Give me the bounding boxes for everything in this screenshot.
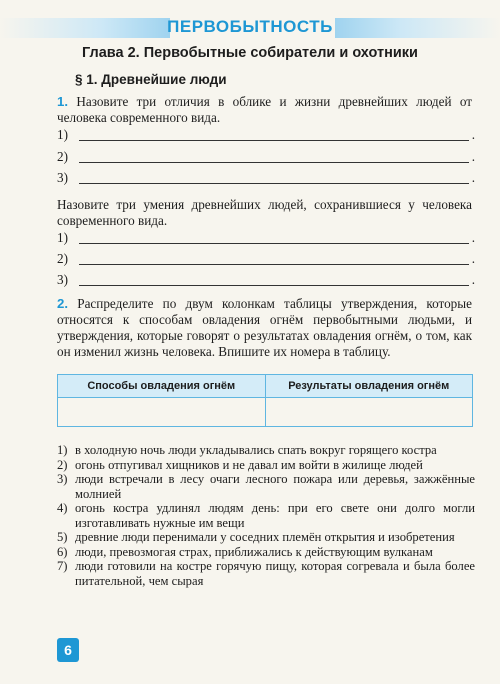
- list-item-number: 6): [57, 544, 68, 559]
- answer-line-2[interactable]: 2) .: [57, 149, 475, 164]
- list-item-text: люди, превозмогая страх, приближались к действующим вулканам: [75, 544, 433, 559]
- answer-rule: [79, 243, 469, 244]
- answer-line-6[interactable]: 3) .: [57, 272, 475, 287]
- answer-line-number: 2): [57, 251, 68, 266]
- table-header-methods: Способы овладения огнём: [58, 375, 266, 398]
- answer-line-4[interactable]: 1) .: [57, 230, 475, 245]
- question-1-text: Назовите три отличия в облике и жизни древнейших людей от человека современного вида.: [57, 94, 472, 125]
- table-cell-results[interactable]: [265, 398, 473, 427]
- answer-rule: [79, 264, 469, 265]
- list-item-text: люди встречали в лесу очаги лесного пожара или деревья, зажжённые молнией: [75, 472, 475, 501]
- table-cell-methods[interactable]: [58, 398, 266, 427]
- question-1-number: 1.: [57, 94, 68, 109]
- fire-table: [57, 374, 473, 427]
- answer-line-1[interactable]: 1) .: [57, 127, 475, 142]
- list-item-number: 4): [57, 501, 68, 515]
- list-item-number: 7): [57, 559, 68, 573]
- list-item: [57, 458, 475, 473]
- list-item: [57, 443, 475, 458]
- list-item-number: 1): [57, 443, 68, 457]
- list-item: [57, 559, 475, 588]
- list-item: [57, 530, 475, 545]
- list-item: [57, 545, 475, 560]
- answer-line-number: 1): [57, 230, 68, 245]
- answer-line-5[interactable]: 2) .: [57, 251, 475, 266]
- answer-rule: [79, 140, 469, 141]
- list-item-text: огонь костра удлинял людям день: при его свете они долго могли изготавливать нужные им вещи: [75, 501, 475, 530]
- page-title: ПЕРВОБЫТНОСТЬ: [167, 17, 333, 36]
- list-item: [57, 501, 475, 530]
- table-header-results: Результаты овладения огнём: [265, 375, 473, 398]
- answer-line-number: 3): [57, 170, 68, 185]
- list-item-text: в холодную ночь люди укладывались спать вокруг горящего костра: [75, 443, 437, 457]
- list-item-number: 2): [57, 457, 68, 472]
- chapter-heading: Глава 2. Первобытные собиратели и охотники: [82, 45, 418, 61]
- answer-line-number: 1): [57, 127, 68, 142]
- question-2-text: Распределите по двум колонкам таблицы утверждения, которые относятся к способам овладения огнём первобытными людьми, и утверждения, которые говорят о результатах овладения огнём, о том, как он изменил жизнь человека. Впишите их номера в таблицу.: [57, 296, 472, 359]
- answer-rule: [79, 162, 469, 163]
- list-item-text: огонь отпугивал хищников и не давал им войти в жилище людей: [75, 457, 423, 472]
- answer-line-number: 2): [57, 149, 68, 164]
- answer-rule: [79, 285, 469, 286]
- question-1-part-2: Назовите три умения древнейших людей, сохранившиеся у человека современного вида.: [57, 197, 472, 228]
- answer-rule: [79, 183, 469, 184]
- list-item: [57, 472, 475, 501]
- list-item-text: люди готовили на костре горячую пищу, которая согревала и была более питательной, чем сырая: [75, 559, 475, 588]
- answer-line-number: 3): [57, 272, 68, 287]
- section-heading: § 1. Древнейшие люди: [75, 72, 227, 87]
- list-item-number: 5): [57, 530, 68, 544]
- statement-list: [57, 443, 475, 588]
- question-2: [57, 296, 472, 360]
- question-1: [57, 94, 472, 126]
- list-item-text: древние люди перенимали у соседних племён открытия и изобретения: [75, 530, 455, 544]
- list-item-number: 3): [57, 472, 68, 486]
- answer-line-3[interactable]: 3) .: [57, 170, 475, 185]
- question-2-number: 2.: [57, 296, 68, 311]
- page-number: 6: [57, 638, 79, 662]
